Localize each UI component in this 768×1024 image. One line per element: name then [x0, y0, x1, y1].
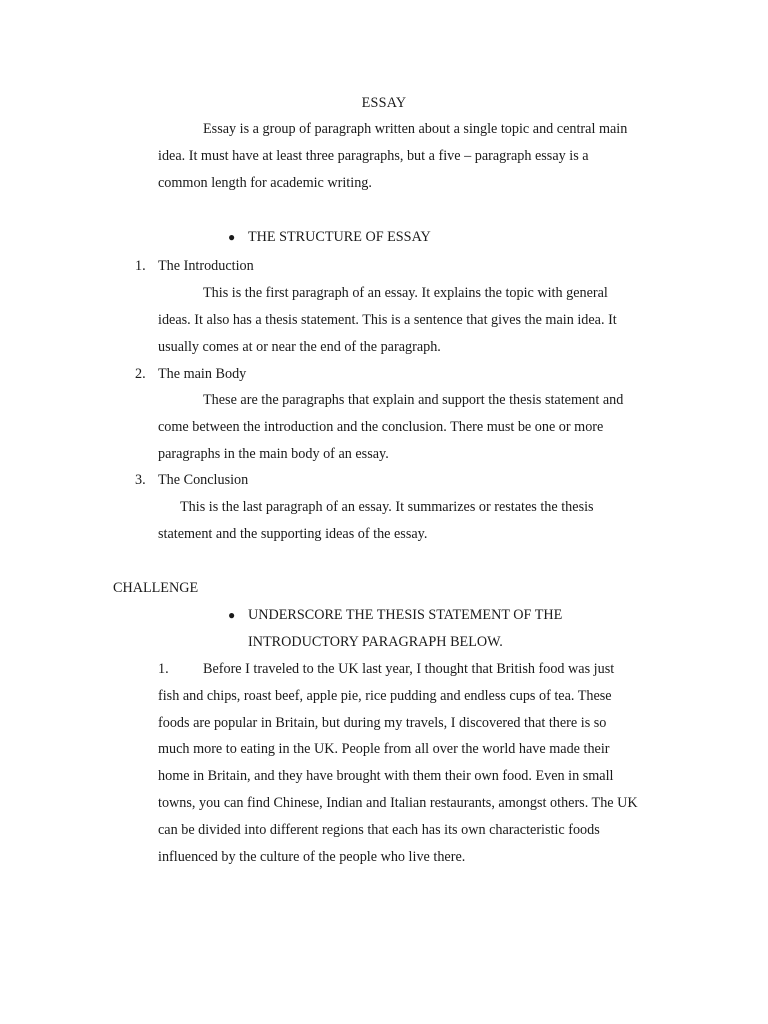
page-title: ESSAY: [361, 95, 407, 111]
exercise-paragraph: [158, 656, 638, 870]
exercise-number: 1.: [158, 661, 169, 677]
challenge-instruction: UNDERSCORE THE THESIS STATEMENT OF THE INTRODUCTORY PARAGRAPH BELOW.: [248, 607, 563, 650]
section-body-conclusion: [158, 494, 638, 548]
section-body-introduction: [158, 280, 638, 360]
section-number: 1.: [135, 258, 146, 274]
section-heading-text: The Introduction: [158, 258, 254, 274]
structure-heading: THE STRUCTURE OF ESSAY: [248, 229, 431, 245]
bullet-icon: ●: [228, 230, 236, 244]
section-heading-text: The main Body: [158, 366, 247, 382]
bullet-icon: ●: [228, 608, 236, 622]
section-heading-text: The Conclusion: [158, 472, 249, 488]
section-body-text: This is the last paragraph of an essay. It summarizes or restates the thesis statement and the supporting ideas of the essay.: [158, 499, 594, 542]
intro-paragraph-text: Essay is a group of paragraph written about a single topic and central main idea. It must have at least three paragraphs, but a five – paragraph essay is a common length for academic writing.: [158, 121, 628, 191]
intro-paragraph: [158, 116, 638, 196]
section-body-text: These are the paragraphs that explain and support the thesis statement and come between the introduction and the conclusion. There must be one or more paragraphs in the main body of an essay.: [158, 392, 624, 462]
section-heading-main-body: [135, 365, 246, 383]
section-heading-introduction: [135, 257, 254, 275]
section-heading-conclusion: [135, 471, 248, 489]
exercise-text: Before I traveled to the UK last year, I thought that British food was just fish and chips, roast beef, apple pie, rice pudding and endless cups of tea. These foods are popular in Britain, but during my travels, I discovered that there is so much more to eating in the UK. People from all over the world have made their home in Britain, and they have brought with them their own food. Even in small towns, you can find Chinese, Indian and Italian restaurants, amongst others. The UK can be divided into different regions that each has its own characteristic foods influenced by the culture of the people who live there.: [158, 661, 638, 865]
challenge-label: CHALLENGE: [113, 580, 199, 596]
section-body-text: This is the first paragraph of an essay. It explains the topic with general ideas. It also has a thesis statement. This is a sentence that gives the main idea. It usually comes at or near the end of the paragraph.: [158, 285, 617, 355]
section-body-main-body: [158, 387, 638, 467]
section-number: 2.: [135, 366, 146, 382]
section-number: 3.: [135, 472, 146, 488]
